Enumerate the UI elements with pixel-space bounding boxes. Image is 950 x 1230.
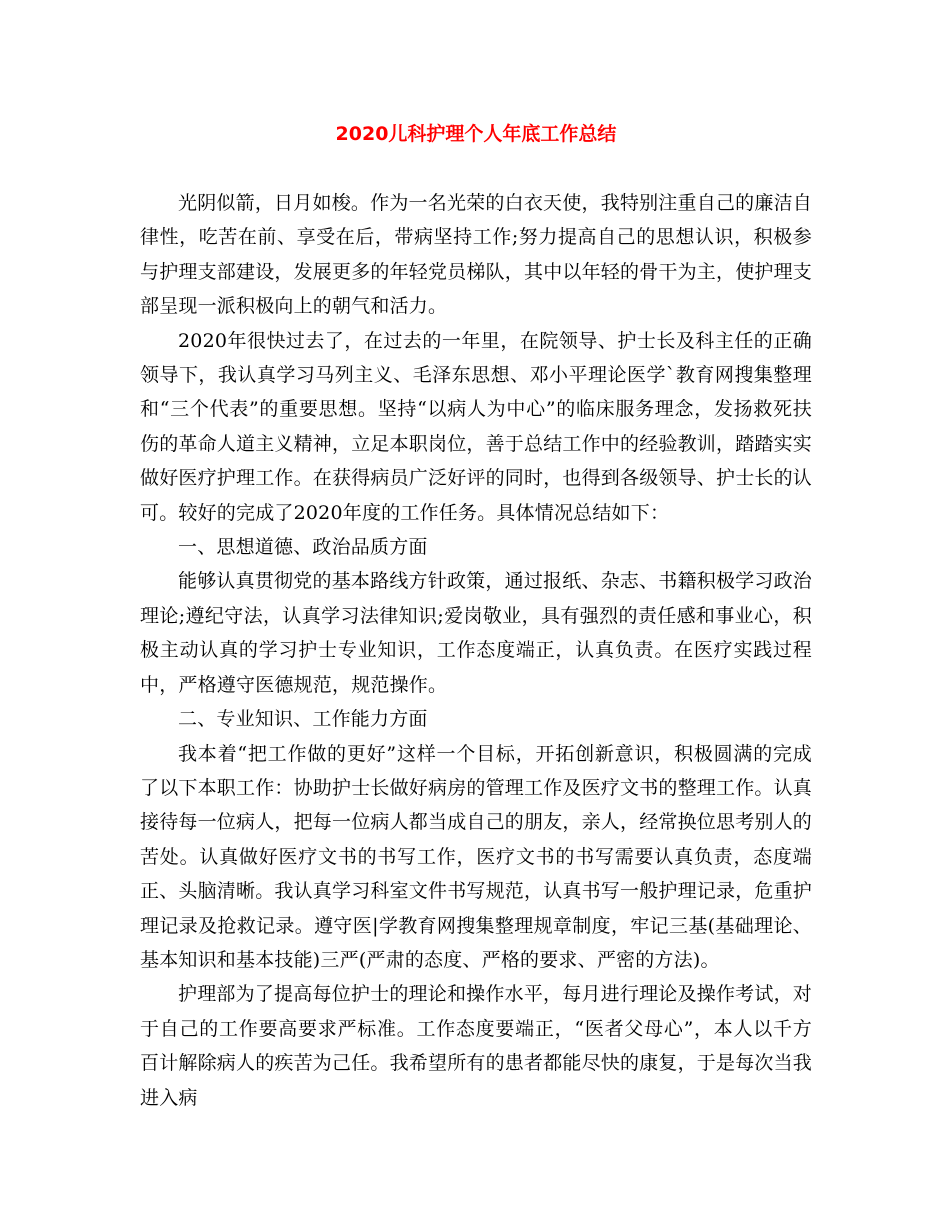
- document-title: 2020儿科护理个人年底工作总结: [335, 123, 617, 145]
- section-heading-ethics: 一、思想道德、政治品质方面: [178, 536, 428, 559]
- section-heading-skills: 二、专业知识、工作能力方面: [178, 708, 428, 731]
- paragraph-ethics: 能够认真贯彻党的基本路线方针政策，通过报纸、杂志、书籍积极学习政治理论;遵纪守法，认真学习法律知识;爱岗敬业，具有强烈的责任感和事业心，积极主动认真的学习护士专业知识，工作态度端正，认真负责。在医疗实践过程中，严格遵守医德规范，规范操作。: [140, 570, 812, 696]
- document-page: [140, 120, 812, 1115]
- paragraph-training: 护理部为了提高每位护士的理论和操作水平，每月进行理论及操作考试，对于自己的工作要高要求严标准。工作态度要端正，“医者父母心”，本人以千方百计解除病人的疾苦为己任。我希望所有的患者都能尽快的康复，于是每次当我进入病: [140, 983, 813, 1109]
- paragraph-skills: 我本着“把工作做的更好”这样一个目标，开拓创新意识，积极圆满的完成了以下本职工作：协助护士长做好病房的管理工作及医疗文书的整理工作。认真接待每一位病人，把每一位病人都当成自己的朋友，亲人，经常换位思考别人的苦处。认真做好医疗文书的书写工作，医疗文书的书写需要认真负责，态度端正、头脑清晰。我认真学习科室文件书写规范，认真书写一般护理记录，危重护理记录及抢救记录。遵守医|学教育网搜集整理规章制度，牢记三基(基础理论、基本知识和基本技能)三严(严肃的态度、严格的要求、严密的方法)。: [140, 742, 813, 971]
- paragraph-intro: 光阴似箭，日月如梭。作为一名光荣的白衣天使，我特别注重自己的廉洁自律性，吃苦在前、享受在后，带病坚持工作;努力提高自己的思想认识，积极参与护理支部建设，发展更多的年轻党员梯队，其中以年轻的骨干为主，使护理支部呈现一派积极向上的朝气和活力。: [140, 192, 813, 318]
- paragraph-overview: 2020年很快过去了，在过去的一年里，在院领导、护士长及科主任的正确领导下，我认真学习马列主义、毛泽东思想、邓小平理论医学`教育网搜集整理和“三个代表”的重要思想。坚持“以病人为中心”的临床服务理念，发扬救死扶伤的革命人道主义精神，立足本职岗位，善于总结工作中的经验教训，踏踏实实做好医疗护理工作。在获得病员广泛好评的同时，也得到各级领导、护士长的认可。较好的完成了2020年度的工作任务。具体情况总结如下：: [140, 329, 813, 524]
